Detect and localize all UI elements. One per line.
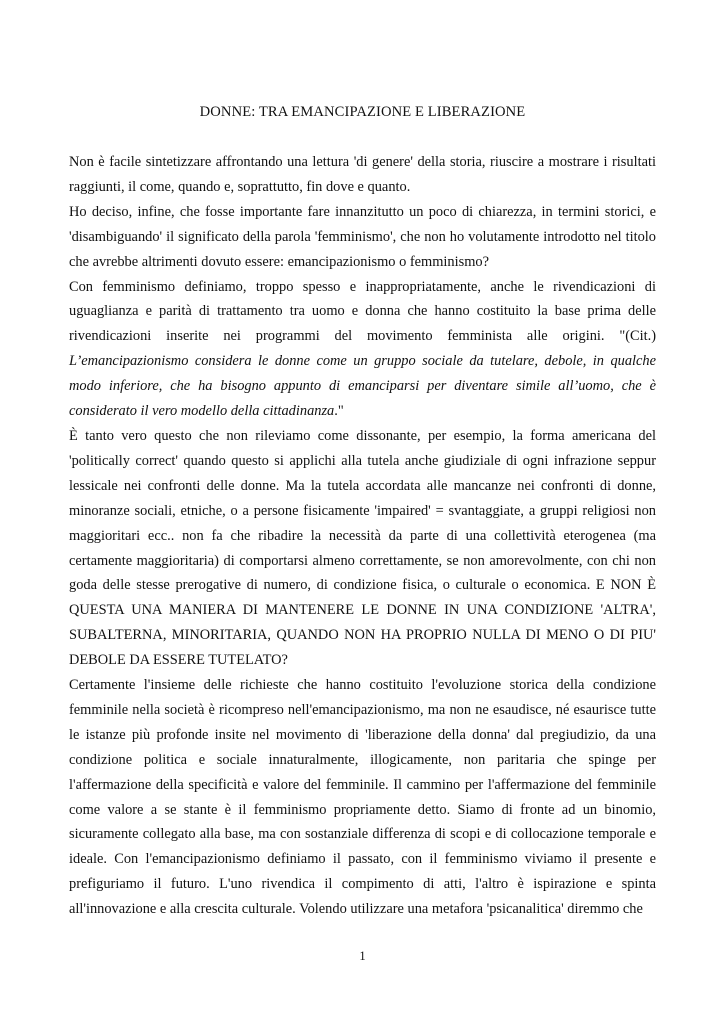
paragraph-1: Non è facile sintetizzare affrontando una lettura 'di genere' della storia, riuscire a mostrare i risultati raggiunti, il come, quando e, soprattutto, fin dove e quanto. <box>69 154 656 195</box>
paragraph-5: Certamente l'insieme delle richieste che hanno costituito l'evoluzione storica della condizione femminile nella società è ricompreso nell'emancipazionismo, ma non ne esaudisce, né esaurisce tutte le istanze più profonde insite nel movimento di 'liberazione della donna' dal pregiudizio, da una condizione politica e sociale innaturalmente, illogicamente, non paritaria che spinge per l'affermazione della specificità e valore del femminile. Il cammino per l'affermazione del femminile come valore a se stante è il femminismo propriamente detto. Siamo di fronte ad un binomio, sicuramente collegato alla base, ma con sostanziale differenza di scopi e di collocazione temporale e ideale. Con l'emancipazionismo definiamo il passato, con il femminismo viviamo il presente e prefiguriamo il futuro. L'uno rivendica il compimento di atti, l'altro è ispirazione e spinta all'innovazione e alla crescita culturale. Volendo utilizzare una metafora 'psicanalitica' diremmo che <box>69 677 656 918</box>
paragraph-2: Ho deciso, infine, che fosse importante fare innanzitutto un poco di chiarezza, in termini storici, e 'disambiguando' il significato della parola 'femminismo', che non ho volutamente introdotto nel titolo che avrebbe altrimenti dovuto essere: emancipazionismo o femminismo? <box>69 203 656 270</box>
paragraph-3 <box>69 275 656 424</box>
page-number: 1 <box>359 949 366 963</box>
quotation-text: L’emancipazionismo considera le donne come un gruppo sociale da tutelare, debole, in qualche modo inferiore, che ha bisogno appunto di emanciparsi per diventare simile all’uomo, che è considerato il vero modello della cittadinanza <box>69 353 656 420</box>
paragraph-4: È tanto vero questo che non rileviamo come dissonante, per esempio, la forma americana del 'politically correct' quando questo si applichi alla tutela anche giudiziale di ogni infrazione seppur lessicale nei confronti delle donne. Ma la tutela accordata alle mancanze nei confronti di donne, minoranze sociali, etniche, o a persone fisicamente 'impaired' = svantaggiate, a gruppi religiosi non maggioritari ecc.. non fa che ribadire la necessità da parte di una collettività eterogenea (ma certamente maggioritaria) di comportarsi almeno correttamente, se non amorevolmente, con chi non goda delle stesse prerogative di numero, di condizione fisica, o culturale o economica. E NON È QUESTA UNA MANIERA DI MANTENERE LE DONNE IN UNA CONDIZIONE 'ALTRA', SUBALTERNA, MINORITARIA, QUANDO NON HA PROPRIO NULLA DI MENO O DI PIU' DEBOLE DA ESSERE TUTELATO? <box>69 427 656 669</box>
quotation-end: ." <box>334 403 344 420</box>
document-body <box>69 150 656 922</box>
paragraph-3-text: Con femminismo definiamo, troppo spesso e inappropriatamente, anche le rivendicazioni di uguaglianza e parità di trattamento tra uomo e donna che hanno costituito la base prima delle rivendicazioni inserite nei programmi del movimento femminista alle origini. "(Cit.) <box>69 278 656 345</box>
document-title: DONNE: TRA EMANCIPAZIONE E LIBERAZIONE <box>199 104 526 120</box>
